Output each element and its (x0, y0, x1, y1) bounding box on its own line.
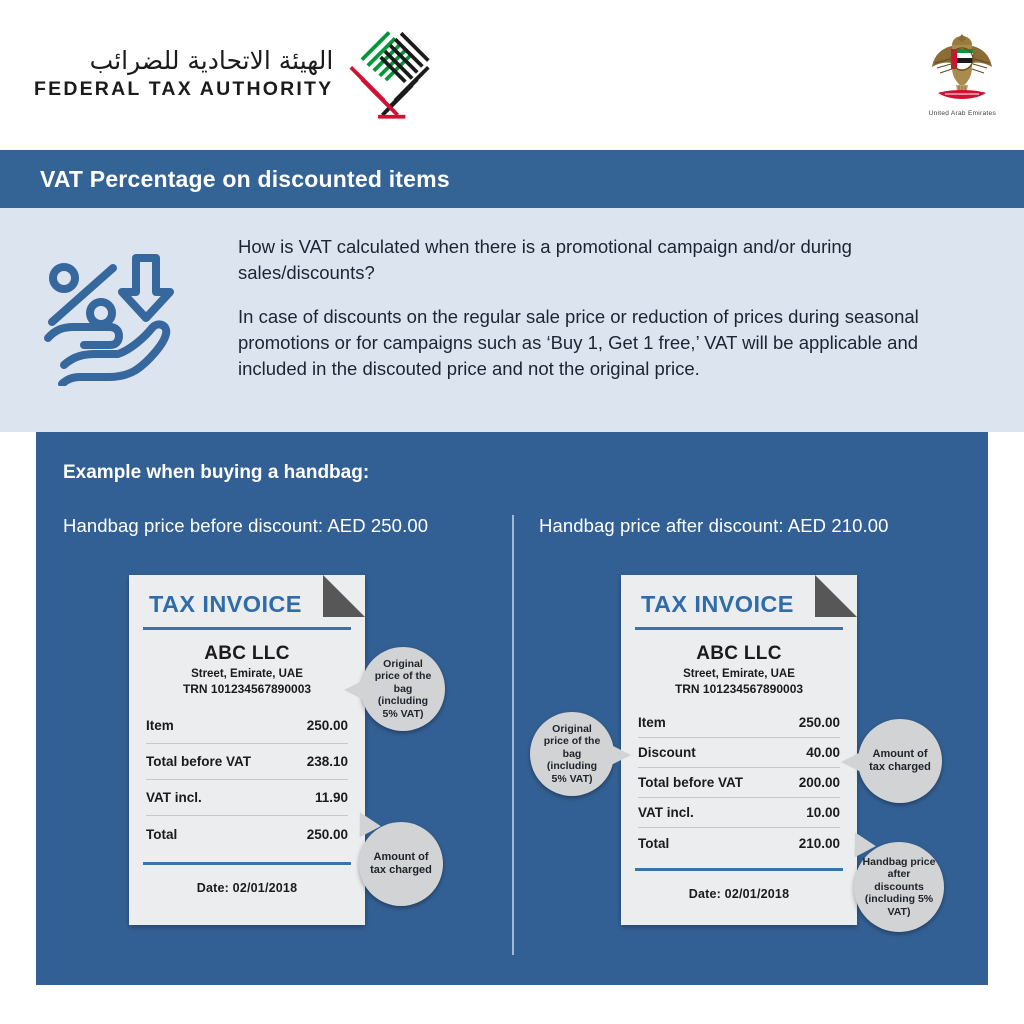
business-name: ABC LLC (696, 643, 782, 664)
table-row (638, 798, 840, 828)
invoice-business-block (621, 643, 857, 696)
row-value: 250.00 (306, 826, 348, 842)
table-row (146, 816, 348, 852)
callout-original-price-left (361, 647, 445, 731)
invoice-line-items (621, 708, 857, 858)
invoice-date: Date: 02/01/2018 (688, 887, 790, 901)
row-label: Total before VAT (638, 775, 744, 790)
table-row (146, 744, 348, 780)
example-panel-title: Example when buying a handbag: (63, 462, 370, 483)
callout-text: Handbag price after discounts (including 5% VAT) (862, 856, 936, 918)
federal-tax-authority-logo (34, 29, 433, 121)
invoice-line-items (129, 708, 365, 852)
row-value: 210.00 (798, 835, 840, 851)
row-label: VAT incl. (146, 790, 202, 805)
callout-original-price-right (530, 712, 614, 796)
callout-text: Amount of tax charged (370, 851, 432, 876)
business-address: Street, Emirate, UAE (191, 668, 303, 680)
callout-tax-amount-right (858, 719, 942, 803)
intro-section (0, 208, 1024, 432)
invoice-bottom-rule (143, 862, 351, 865)
tax-invoice-before-discount (129, 575, 365, 925)
row-value: 200.00 (798, 775, 840, 790)
table-row (638, 828, 840, 858)
uae-falcon-emblem (929, 33, 996, 117)
row-value: 238.10 (306, 754, 348, 769)
row-label: Discount (638, 745, 696, 760)
callout-tail-icon (344, 680, 364, 700)
intro-answer: In case of discounts on the regular sale price or reduction of prices during seasonal promotions or for campaigns such as ‘Buy 1, Get 1 free,’ VAT will be applicable and included in the discouted price and not the original price. (238, 305, 919, 380)
business-trn: TRN 101234567890003 (182, 682, 312, 696)
callout-tax-amount-left (359, 822, 443, 906)
invoice-top-rule (635, 627, 843, 630)
invoice-top-rule (143, 627, 351, 630)
uae-falcon-emblem-icon (930, 33, 994, 107)
table-row (146, 780, 348, 816)
row-value: 250.00 (798, 715, 840, 730)
after-discount-heading: Handbag price after discount: AED 210.00 (539, 515, 889, 536)
business-name: ABC LLC (204, 643, 290, 664)
business-trn: TRN 101234567890003 (674, 682, 804, 696)
section-title-bar (0, 150, 1024, 208)
row-value: 40.00 (806, 745, 840, 760)
callout-final-price-right (854, 842, 944, 932)
discount-illustration (40, 246, 180, 391)
before-discount-heading: Handbag price before discount: AED 250.00 (63, 515, 429, 536)
table-row (146, 708, 348, 744)
callout-tail-icon (841, 752, 861, 772)
fta-swirl-logo-icon (347, 29, 433, 121)
callout-text: Original price of the bag (including 5% VAT) (543, 723, 601, 785)
invoice-title: TAX INVOICE (641, 591, 794, 617)
percent-down-arrow-hand-icon (40, 246, 180, 386)
example-panel (36, 432, 988, 985)
invoice-bottom-rule (635, 868, 843, 871)
invoice-business-block (129, 643, 365, 696)
business-address: Street, Emirate, UAE (683, 668, 795, 680)
row-value: 11.90 (314, 790, 348, 805)
row-label: Total before VAT (146, 754, 252, 769)
intro-text (238, 234, 928, 382)
table-row (638, 708, 840, 738)
column-divider (512, 515, 514, 955)
callout-tail-icon (611, 745, 631, 765)
table-row (638, 738, 840, 768)
row-label: Item (638, 715, 666, 730)
intro-question: How is VAT calculated when there is a promotional campaign and/or during sales/discounts? (238, 236, 852, 284)
invoice-title: TAX INVOICE (149, 591, 302, 617)
callout-text: Original price of the bag (including 5% VAT) (374, 658, 432, 720)
row-label: Total (638, 835, 670, 851)
row-value: 10.00 (806, 805, 840, 820)
row-value: 250.00 (306, 718, 348, 733)
tax-invoice-after-discount (621, 575, 857, 925)
page-title: VAT Percentage on discounted items (40, 165, 450, 192)
fta-arabic-name: الهيئة الاتحادية للضرائب (89, 46, 334, 76)
row-label: Total (146, 826, 178, 842)
page-header (0, 0, 1024, 150)
row-label: VAT incl. (638, 805, 694, 820)
invoice-date: Date: 02/01/2018 (196, 881, 298, 895)
callout-text: Amount of tax charged (869, 748, 931, 773)
fta-english-name: FEDERAL TAX AUTHORITY (34, 78, 334, 101)
uae-emblem-caption: United Arab Emirates (928, 110, 996, 117)
row-label: Item (146, 718, 174, 733)
fta-logo-wordmark (34, 47, 333, 102)
table-row (638, 768, 840, 798)
